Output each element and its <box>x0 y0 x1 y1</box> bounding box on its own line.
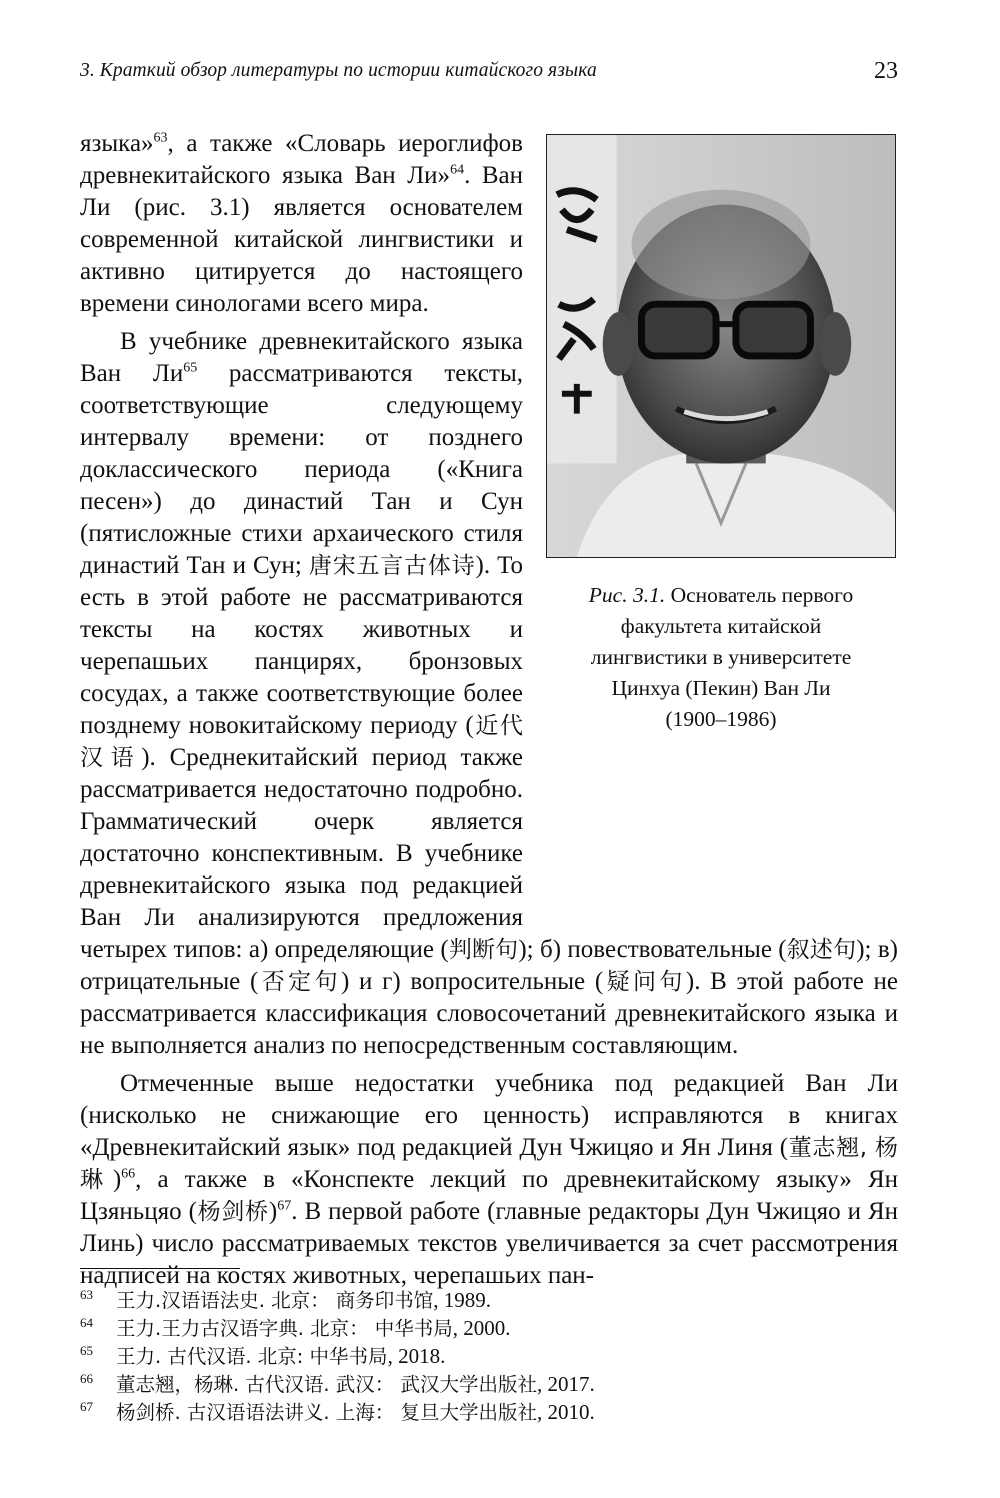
footnote-divider <box>80 1268 240 1269</box>
caption-line: Цинхуа (Пекин) Ван Ли <box>611 676 831 700</box>
figure-float-spacer <box>523 326 898 926</box>
text-run: ) <box>112 1166 122 1193</box>
text-run: , а также в «Конспекте лекций по древнекитайскому языку» Ян Цзяньцяо ( <box>80 1166 899 1225</box>
text-run: ) <box>268 1198 278 1225</box>
footnote-tail: , 2000. <box>452 1316 511 1340</box>
paragraph-3 <box>80 1068 898 1292</box>
text-run: ); в) отрицательные ( <box>80 936 898 995</box>
footnote-number: 64 <box>80 1315 93 1330</box>
caption-line: Основатель первого <box>670 583 854 607</box>
cjk-term: 杨剑桥 <box>196 1199 269 1225</box>
footnote-cjk: 王力.王力古汉语字典. 北京： 中华书局 <box>116 1317 453 1340</box>
text-run: ) и г) вопросительные ( <box>341 968 604 995</box>
caption-label: Рис. 3.1. <box>588 583 666 607</box>
caption-line: (1900–1986) <box>665 707 777 731</box>
page-number: 23 <box>874 58 898 84</box>
footnote-cjk: 董志翘，杨琳. 古代汉语. 武汉： 武汉大学出版社 <box>116 1373 537 1396</box>
footnote-item <box>80 1398 898 1426</box>
cjk-term: 近代 <box>473 713 523 739</box>
footnote-tail: , 1989. <box>433 1288 492 1312</box>
footnote-item <box>80 1370 898 1398</box>
text-run: В учебнике древнекитайского языка Ван Ли <box>80 328 523 387</box>
caption-line: факультета китайской <box>620 614 822 638</box>
cjk-term: 判断句 <box>448 937 519 963</box>
footnote-number: 67 <box>80 1399 93 1414</box>
paragraph-2 <box>80 326 898 1062</box>
footnote-item <box>80 1286 898 1314</box>
footnote-number: 66 <box>80 1371 93 1386</box>
footnote-ref[interactable]: 66 <box>121 1166 136 1182</box>
text-run: языка» <box>80 130 154 157</box>
footnote-item <box>80 1314 898 1342</box>
cjk-term: 叙述句 <box>786 937 857 963</box>
footnotes <box>80 1286 898 1426</box>
footnote-cjk: 王力. 古代汉语. 北京: 中华书局 <box>116 1345 388 1368</box>
footnote-tail: , 2018. <box>387 1344 446 1368</box>
footnote-tail: , 2010. <box>537 1400 595 1424</box>
body-text <box>80 128 898 1292</box>
text-run: Отмеченные выше недостатки учебника под редакцией Ван Ли (нисколько не снижающие его ценность) исправляются в книгах «Древнекитайский язык» под редакцией Дун Чжицяо и Ян Линя ( <box>80 1070 898 1161</box>
text-run: рассматриваются тексты, соответствующие следующему интервалу времени: от позднего доклассического периода («Книга песен») до династий Тан и Сун (пятисложные стихи архаического стиля династий Тан и Сун; <box>80 360 523 579</box>
footnote-cjk: 杨剑桥. 古汉语语法讲义. 上海： 复旦大学出版社 <box>116 1401 537 1424</box>
cjk-term: 否定句 <box>258 969 342 995</box>
footnote-ref[interactable]: 67 <box>277 1198 292 1214</box>
footnote-number: 65 <box>80 1343 93 1358</box>
footnote-ref[interactable]: 65 <box>183 360 198 376</box>
text-run: . Ван Ли (рис. 3.1) является основателем современной китайской лингвистики и активно цитируется до настоящего времени синологами всего мира. <box>80 162 523 317</box>
cjk-term: 疑问句 <box>603 969 686 995</box>
footnote-item <box>80 1342 898 1370</box>
text-run: ). Среднекитайский период также рассматривается недостаточно подробно. Грамматический очерк является достаточно конспективным. В учебнике древнекитайского языка под редакцией Ван Ли анализируются предложения четырех типов: а) определяющие ( <box>80 744 524 963</box>
caption-line: лингвистики в университете <box>590 645 852 669</box>
footnote-tail: , 2017. <box>537 1372 595 1396</box>
text-run: . В первой работе (главные редакторы Дун Чжицяо и Ян Линь) число рассматриваемых текстов увеличивается за счет рассмотрения надписей на костях животных, черепашьих пан- <box>80 1198 899 1289</box>
cjk-term: 汉语 <box>80 745 142 771</box>
text-run: ); б) повествовательные ( <box>518 936 787 963</box>
footnote-cjk: 王力.汉语语法史. 北京： 商务印书馆 <box>116 1289 434 1312</box>
footnote-ref[interactable]: 63 <box>153 130 168 146</box>
cjk-term: 唐宋五言古体诗 <box>308 553 476 579</box>
text-run: ). То есть в этой работе не рассматриваются тексты на костях животных и черепашьих панцирях, бронзовых сосудах, а также соответствующие более позднему новокитайскому периоду ( <box>80 552 524 739</box>
footnote-ref[interactable]: 64 <box>450 162 465 178</box>
footnote-number: 63 <box>80 1287 93 1302</box>
cjk-term: 董志翘, 杨琳 <box>80 1135 899 1193</box>
running-title: 3. Краткий обзор литературы по истории китайского языка <box>80 60 597 81</box>
paragraph-1 <box>80 128 523 320</box>
text-run: ). В этой работе не рассматривается классификация словосочетаний древнекитайского языка и не выполняется анализ по непосредственным составляющим. <box>80 968 899 1059</box>
text-run: , а также «Словарь иероглифов древнекитайского языка Ван Ли» <box>80 130 523 189</box>
page-header <box>80 58 898 92</box>
